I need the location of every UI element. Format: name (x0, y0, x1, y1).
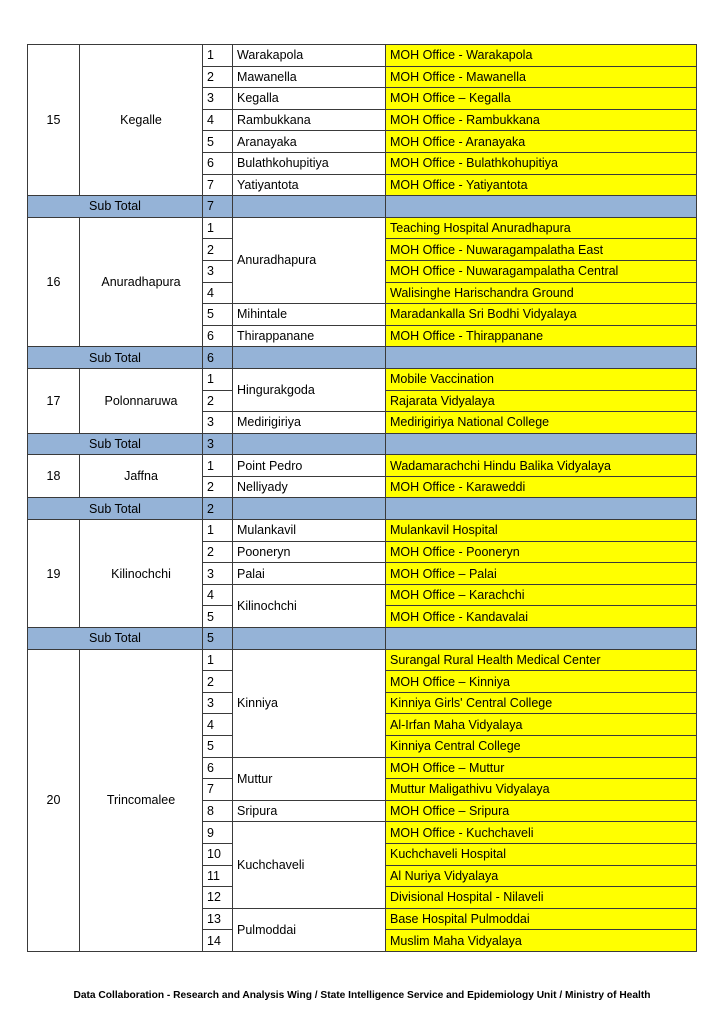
moh-area: Kegalla (233, 88, 386, 110)
site-index: 12 (203, 887, 233, 909)
site-index: 3 (203, 692, 233, 714)
subtotal-empty-cell (233, 433, 386, 455)
vaccination-site: Divisional Hospital - Nilaveli (386, 887, 697, 909)
site-index: 3 (203, 88, 233, 110)
site-index: 4 (203, 282, 233, 304)
vaccination-site: MOH Office - Karaweddi (386, 476, 697, 498)
table-body (28, 45, 697, 952)
district-number: 16 (28, 217, 80, 347)
vaccination-site: MOH Office - Mawanella (386, 66, 697, 88)
vaccination-site: Walisinghe Harischandra Ground (386, 282, 697, 304)
subtotal-empty-cell (386, 628, 697, 650)
vaccination-site: MOH Office – Muttur (386, 757, 697, 779)
vaccination-site: Mulankavil Hospital (386, 520, 697, 542)
table-row (28, 455, 697, 477)
site-index: 5 (203, 606, 233, 628)
vaccination-site: Mobile Vaccination (386, 368, 697, 390)
subtotal-empty-cell (386, 433, 697, 455)
site-index: 2 (203, 66, 233, 88)
moh-area: Hingurakgoda (233, 368, 386, 411)
district-number: 19 (28, 520, 80, 628)
moh-area: Kilinochchi (233, 584, 386, 627)
site-index: 9 (203, 822, 233, 844)
table-row (28, 217, 697, 239)
moh-area: Thirappanane (233, 325, 386, 347)
district-name: Kilinochchi (80, 520, 203, 628)
site-index: 3 (203, 412, 233, 434)
district-number: 18 (28, 455, 80, 498)
district-name: Jaffna (80, 455, 203, 498)
moh-area: Nelliyady (233, 476, 386, 498)
vaccination-centers-table (27, 44, 697, 952)
moh-area: Pooneryn (233, 541, 386, 563)
site-index: 5 (203, 131, 233, 153)
moh-area: Mulankavil (233, 520, 386, 542)
subtotal-value: 3 (203, 433, 233, 455)
vaccination-site: Kuchchaveli Hospital (386, 843, 697, 865)
moh-area: Kuchchaveli (233, 822, 386, 908)
table-row (28, 649, 697, 671)
district-number: 15 (28, 45, 80, 196)
site-index: 10 (203, 843, 233, 865)
moh-area: Muttur (233, 757, 386, 800)
vaccination-site: Al Nuriya Vidyalaya (386, 865, 697, 887)
vaccination-site: Medirigiriya National College (386, 412, 697, 434)
moh-area: Mihintale (233, 304, 386, 326)
vaccination-site: Teaching Hospital Anuradhapura (386, 217, 697, 239)
subtotal-value: 7 (203, 196, 233, 218)
site-index: 6 (203, 325, 233, 347)
district-name: Kegalle (80, 45, 203, 196)
vaccination-site: MOH Office - Kandavalai (386, 606, 697, 628)
vaccination-site: MOH Office - Aranayaka (386, 131, 697, 153)
vaccination-site: MOH Office - Nuwaragampalatha East (386, 239, 697, 261)
vaccination-site: Rajarata Vidyalaya (386, 390, 697, 412)
subtotal-label: Sub Total (28, 433, 203, 455)
subtotal-label: Sub Total (28, 347, 203, 369)
subtotal-empty-cell (386, 347, 697, 369)
vaccination-site: Kinniya Central College (386, 736, 697, 758)
site-index: 6 (203, 757, 233, 779)
vaccination-site: Wadamarachchi Hindu Balika Vidyalaya (386, 455, 697, 477)
vaccination-site: MOH Office - Yatiyantota (386, 174, 697, 196)
table-row (28, 45, 697, 67)
vaccination-site: Maradankalla Sri Bodhi Vidyalaya (386, 304, 697, 326)
site-index: 5 (203, 736, 233, 758)
site-index: 2 (203, 390, 233, 412)
site-index: 1 (203, 45, 233, 67)
site-index: 3 (203, 563, 233, 585)
moh-area: Pulmoddai (233, 908, 386, 951)
site-index: 8 (203, 800, 233, 822)
site-index: 4 (203, 109, 233, 131)
vaccination-site: MOH Office – Sripura (386, 800, 697, 822)
site-index: 4 (203, 584, 233, 606)
moh-area: Anuradhapura (233, 217, 386, 303)
vaccination-site: MOH Office - Kuchchaveli (386, 822, 697, 844)
vaccination-site: MOH Office – Kegalla (386, 88, 697, 110)
vaccination-site: Muslim Maha Vidyalaya (386, 930, 697, 952)
vaccination-site: MOH Office - Rambukkana (386, 109, 697, 131)
site-index: 6 (203, 152, 233, 174)
subtotal-empty-cell (233, 196, 386, 218)
vaccination-site: Surangal Rural Health Medical Center (386, 649, 697, 671)
vaccination-site: MOH Office - Pooneryn (386, 541, 697, 563)
site-index: 7 (203, 779, 233, 801)
vaccination-site: MOH Office - Warakapola (386, 45, 697, 67)
vaccination-site: MOH Office – Karachchi (386, 584, 697, 606)
subtotal-label: Sub Total (28, 196, 203, 218)
district-name: Trincomalee (80, 649, 203, 951)
vaccination-site: MOH Office - Thirappanane (386, 325, 697, 347)
moh-area: Rambukkana (233, 109, 386, 131)
site-index: 14 (203, 930, 233, 952)
vaccination-site: MOH Office - Bulathkohupitiya (386, 152, 697, 174)
subtotal-value: 2 (203, 498, 233, 520)
vaccination-site: Al-Irfan Maha Vidyalaya (386, 714, 697, 736)
subtotal-empty-cell (386, 196, 697, 218)
subtotal-empty-cell (386, 498, 697, 520)
moh-area: Palai (233, 563, 386, 585)
site-index: 1 (203, 649, 233, 671)
moh-area: Medirigiriya (233, 412, 386, 434)
moh-area: Yatiyantota (233, 174, 386, 196)
moh-area: Sripura (233, 800, 386, 822)
subtotal-value: 5 (203, 628, 233, 650)
site-index: 1 (203, 217, 233, 239)
subtotal-row (28, 347, 697, 369)
district-number: 17 (28, 368, 80, 433)
site-index: 2 (203, 671, 233, 693)
vaccination-site: MOH Office – Palai (386, 563, 697, 585)
site-index: 1 (203, 455, 233, 477)
moh-area: Warakapola (233, 45, 386, 67)
site-index: 7 (203, 174, 233, 196)
district-name: Anuradhapura (80, 217, 203, 347)
district-name: Polonnaruwa (80, 368, 203, 433)
subtotal-value: 6 (203, 347, 233, 369)
vaccination-site: Kinniya Girls' Central College (386, 692, 697, 714)
subtotal-label: Sub Total (28, 628, 203, 650)
subtotal-empty-cell (233, 498, 386, 520)
vaccination-site: MOH Office - Nuwaragampalatha Central (386, 260, 697, 282)
moh-area: Bulathkohupitiya (233, 152, 386, 174)
site-index: 2 (203, 239, 233, 261)
moh-area: Aranayaka (233, 131, 386, 153)
site-index: 5 (203, 304, 233, 326)
table-row (28, 368, 697, 390)
site-index: 1 (203, 368, 233, 390)
page-footer: Data Collaboration - Research and Analysis Wing / State Intelligence Service and Epidemiology Unit / Ministry of Health (73, 990, 651, 1001)
subtotal-row (28, 498, 697, 520)
site-index: 3 (203, 260, 233, 282)
table-row (28, 520, 697, 542)
site-index: 4 (203, 714, 233, 736)
district-number: 20 (28, 649, 80, 951)
site-index: 11 (203, 865, 233, 887)
subtotal-row (28, 196, 697, 218)
vaccination-site: Muttur Maligathivu Vidyalaya (386, 779, 697, 801)
moh-area: Kinniya (233, 649, 386, 757)
subtotal-row (28, 628, 697, 650)
subtotal-empty-cell (233, 628, 386, 650)
moh-area: Point Pedro (233, 455, 386, 477)
subtotal-empty-cell (233, 347, 386, 369)
moh-area: Mawanella (233, 66, 386, 88)
subtotal-label: Sub Total (28, 498, 203, 520)
site-index: 1 (203, 520, 233, 542)
site-index: 2 (203, 541, 233, 563)
vaccination-site: Base Hospital Pulmoddai (386, 908, 697, 930)
site-index: 2 (203, 476, 233, 498)
subtotal-row (28, 433, 697, 455)
vaccination-site: MOH Office – Kinniya (386, 671, 697, 693)
site-index: 13 (203, 908, 233, 930)
